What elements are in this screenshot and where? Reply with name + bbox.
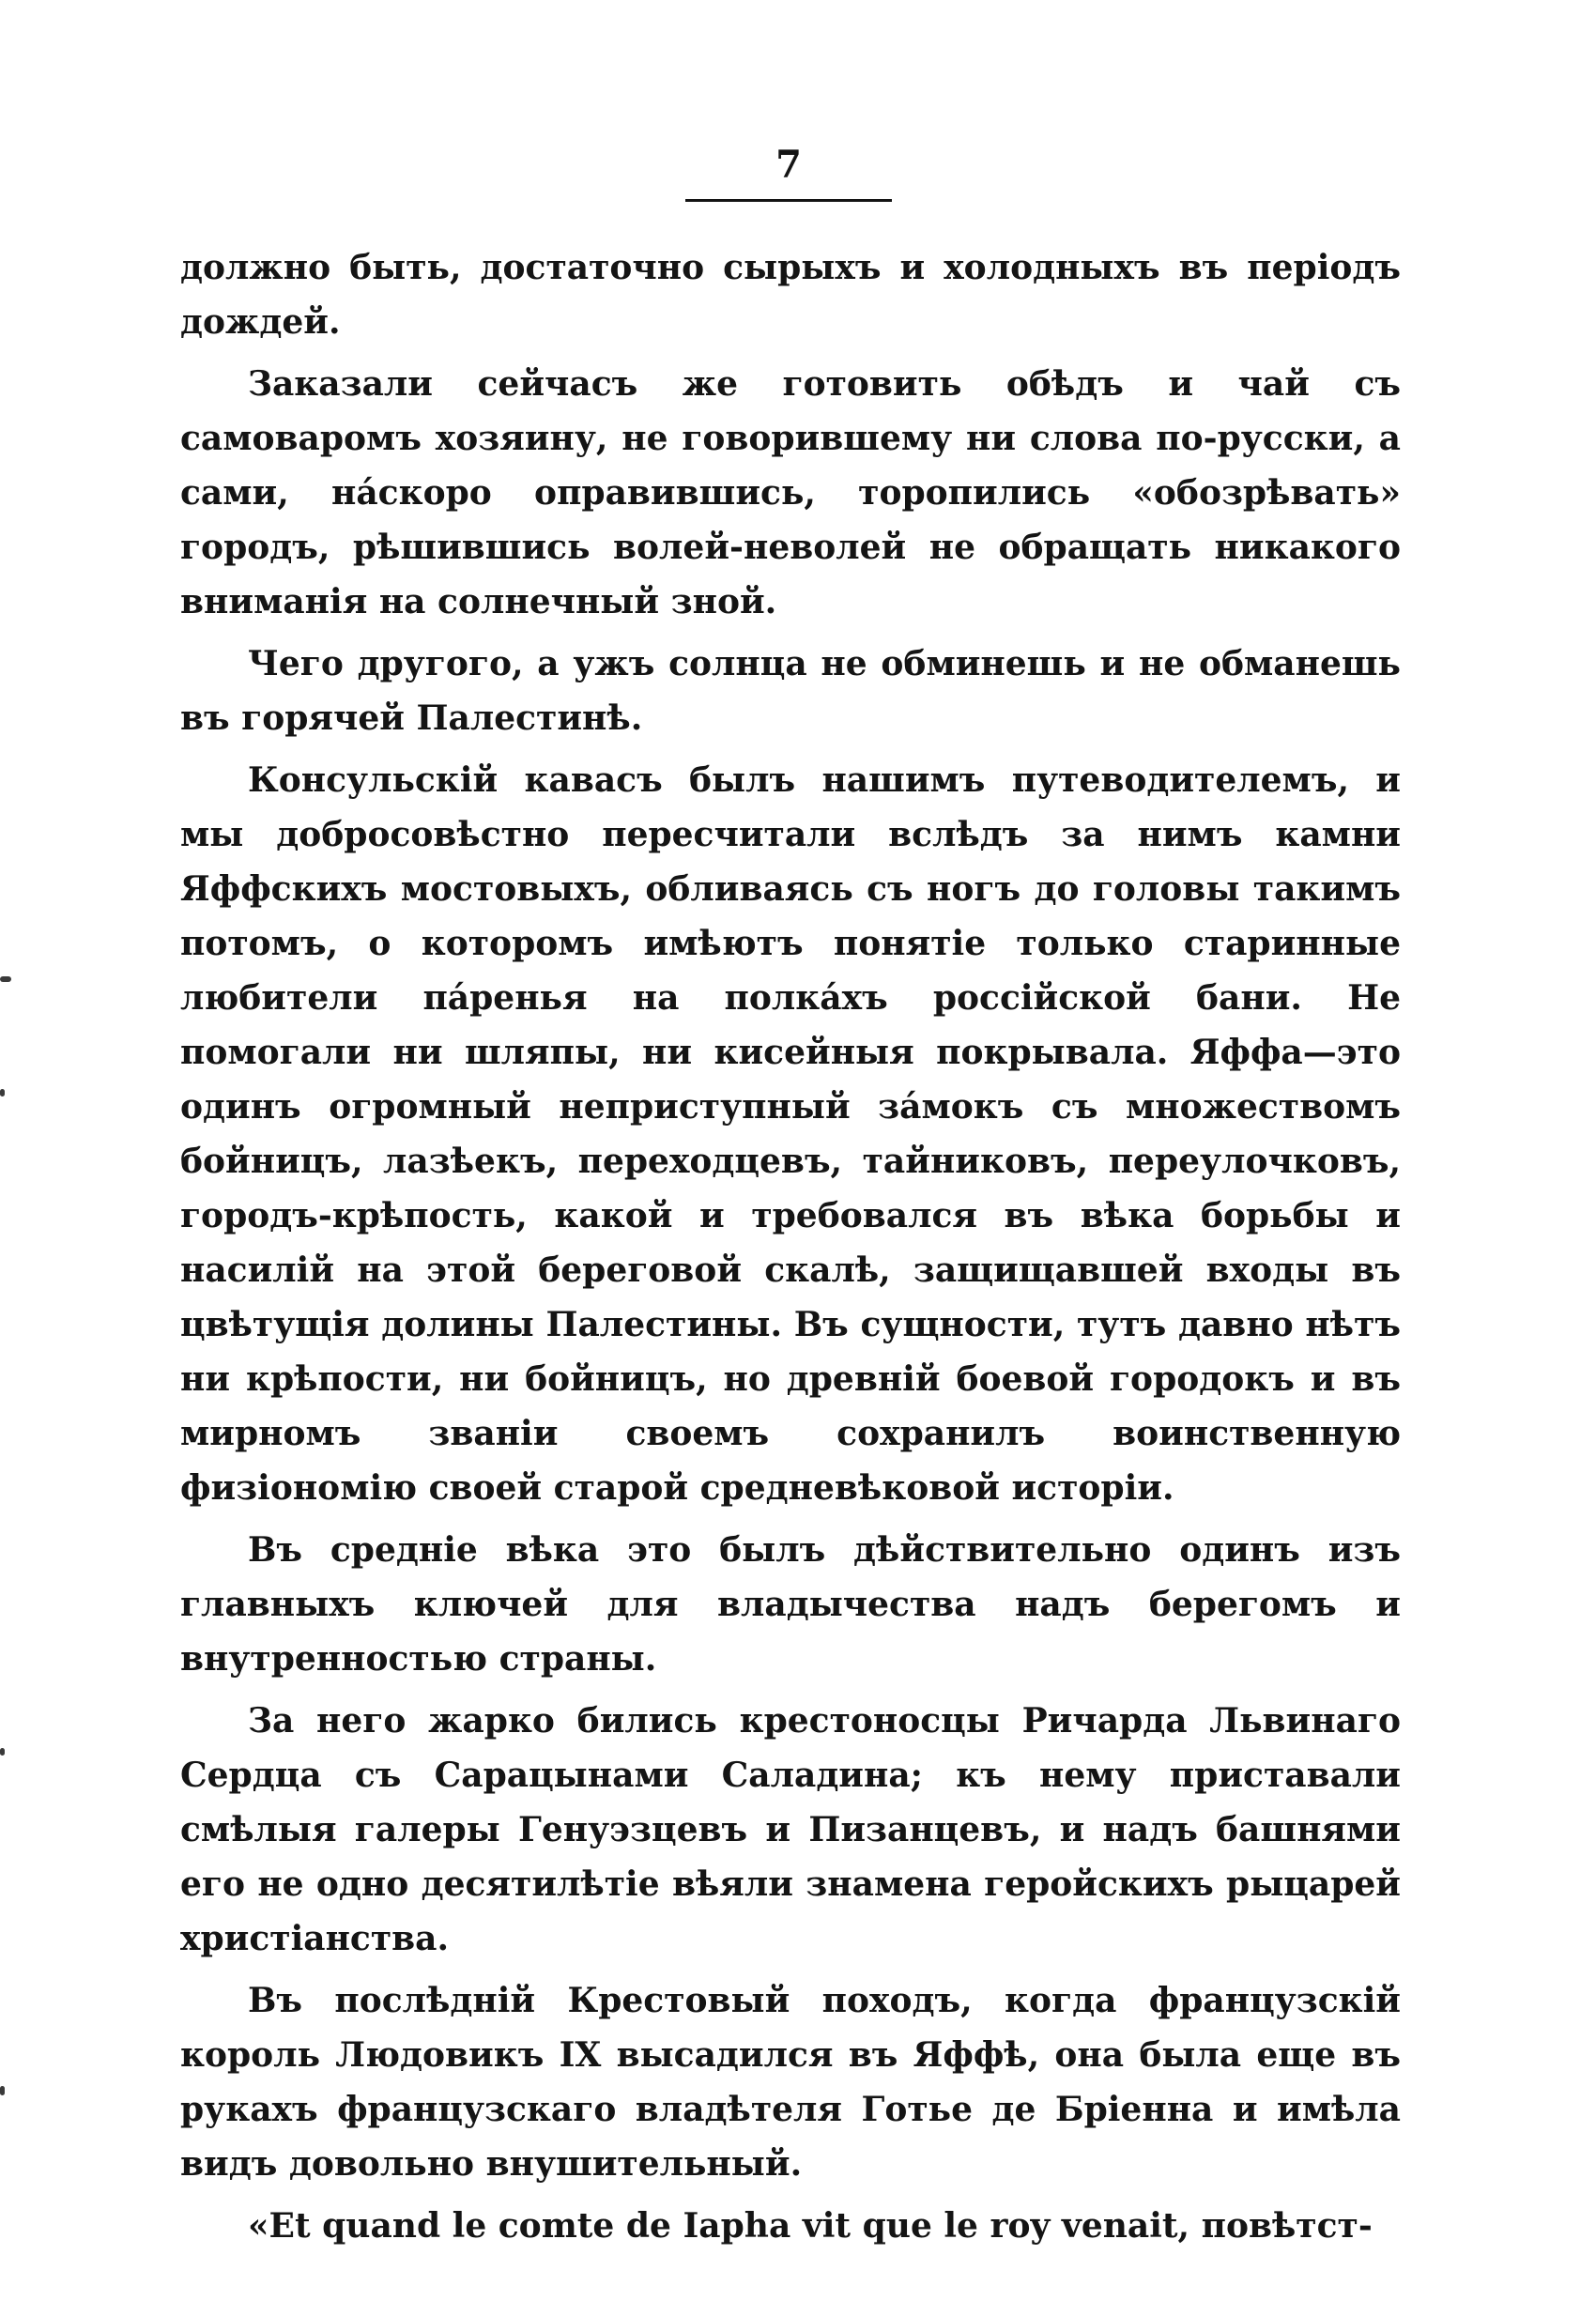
page-number: 7 <box>775 143 802 187</box>
paragraph-crusaders: За него жарко бились крестоносцы Ричарда Львинаго Сердца съ Сарацынами Саладина; къ нему приставали смѣлыя галеры Генуэзцевъ и Пизанцевъ, и надъ башнями его не одно десятилѣтіе вѣяли знамена геройскихъ рыцарей христіанства. <box>180 1701 1401 1958</box>
margin-mark <box>0 1089 5 1097</box>
margin-mark <box>0 1748 5 1756</box>
paragraph-continuation: должно быть, достаточно сырыхъ и холодныхъ въ періодъ дождей. <box>180 248 1401 342</box>
page-number-rule <box>685 199 892 202</box>
margin-mark <box>0 2086 5 2095</box>
paragraph-dinner-order: Заказали сейчасъ же готовить обѣдъ и чай съ самоваромъ хозяину, не говорившему ни слова по-русски, а сами, нáскоро оправившись, торопились «обозрѣвать» городъ, рѣшившись волей-неволей не обращать никакого вниманія на солнечный зной. <box>180 364 1401 621</box>
body-text <box>180 240 1401 2253</box>
paragraph-last-crusade: Въ послѣдній Крестовый походъ, когда французскій король Людовикъ IX высадился въ Яффѣ, она была еще въ рукахъ французскаго владѣтеля Готье де Бріенна и имѣла видъ довольно внушительный. <box>180 1981 1401 2184</box>
paragraph-palestine-sun: Чего другого, а ужъ солнца не обминешь и не обманешь въ горячей Палестинѣ. <box>180 644 1401 738</box>
margin-mark <box>0 976 11 982</box>
paragraph-middle-ages: Въ средніе вѣка это былъ дѣйствительно одинъ изъ главныхъ ключей для владычества надъ берегомъ и внутренностью страны. <box>180 1530 1401 1679</box>
paragraph-jaffa-description: Консульскій кавасъ былъ нашимъ путеводителемъ, и мы добросовѣстно пересчитали вслѣдъ за нимъ камни Яффскихъ мостовыхъ, обливаясь съ ногъ до головы такимъ потомъ, о которомъ имѣютъ понятіе только старинные любители пáренья на полкáхъ россійской бани. Не помогали ни шляпы, ни кисейныя покрывала. Яффа—это одинъ огромный неприступный зáмокъ съ множествомъ бойницъ, лазѣекъ, переходцевъ, тайниковъ, переулочковъ, городъ-крѣпость, какой и требовался въ вѣка борьбы и насилій на этой береговой скалѣ, защищавшей входы въ цвѣтущія долины Палестины. Въ сущности, тутъ давно нѣтъ ни крѣпости, ни бойницъ, но древній боевой городокъ и въ мирномъ званіи своемъ сохранилъ воинственную физіономію своей старой средневѣковой исторіи. <box>180 760 1401 1508</box>
paragraph-french-quote: «Et quand le comte de Iapha vit que le roy venait, повѣтст- <box>248 2206 1373 2246</box>
